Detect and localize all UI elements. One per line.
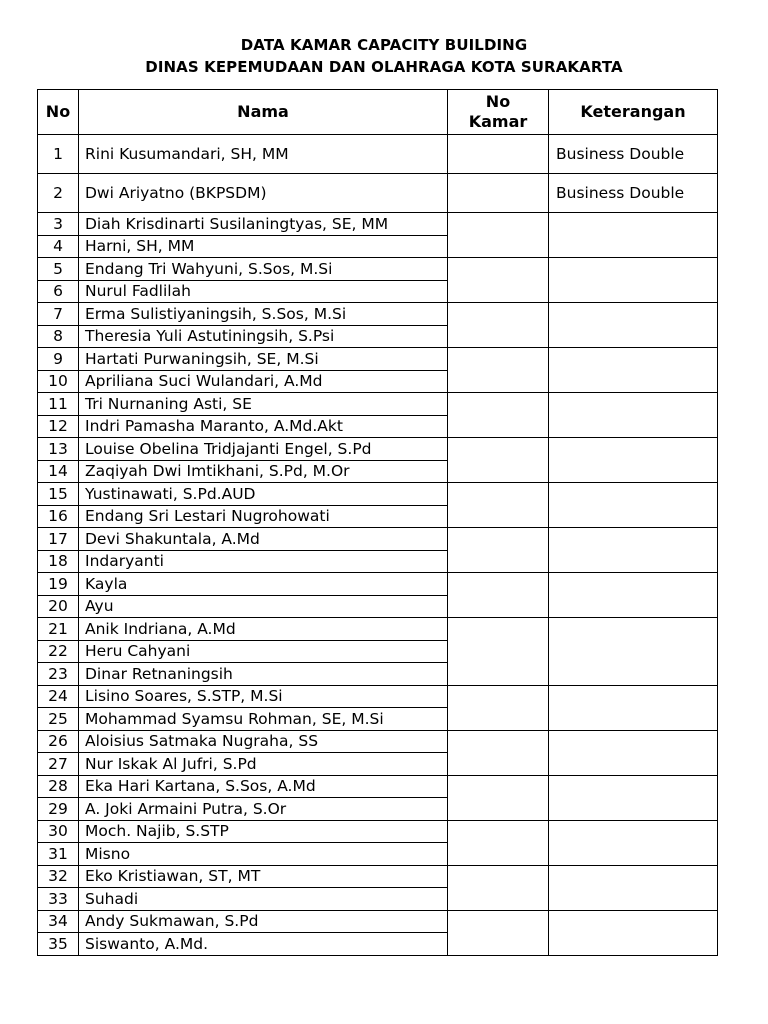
row-number: 29 xyxy=(38,798,79,821)
table-row xyxy=(38,865,718,888)
table-row xyxy=(38,528,718,551)
header-no: No xyxy=(38,90,79,135)
row-name: Mohammad Syamsu Rohman, SE, M.Si xyxy=(79,708,448,731)
row-name: Moch. Najib, S.STP xyxy=(79,820,448,843)
row-name: Indri Pamasha Maranto, A.Md.Akt xyxy=(79,415,448,438)
row-number: 35 xyxy=(38,933,79,956)
row-number: 17 xyxy=(38,528,79,551)
row-remarks xyxy=(549,820,718,865)
row-name: Dwi Ariyatno (BKPSDM) xyxy=(79,174,448,213)
table-body xyxy=(38,135,718,956)
row-room-number xyxy=(448,730,549,775)
row-name: Tri Nurnaning Asti, SE xyxy=(79,393,448,416)
row-room-number xyxy=(448,303,549,348)
row-number: 16 xyxy=(38,505,79,528)
row-name: Louise Obelina Tridjajanti Engel, S.Pd xyxy=(79,438,448,461)
row-number: 32 xyxy=(38,865,79,888)
row-name: Devi Shakuntala, A.Md xyxy=(79,528,448,551)
table-row xyxy=(38,393,718,416)
row-room-number xyxy=(448,438,549,483)
header-nama: Nama xyxy=(79,90,448,135)
row-name: Suhadi xyxy=(79,888,448,911)
room-table xyxy=(37,89,718,956)
row-name: Rini Kusumandari, SH, MM xyxy=(79,135,448,174)
row-name: Misno xyxy=(79,843,448,866)
row-number: 25 xyxy=(38,708,79,731)
row-name: Yustinawati, S.Pd.AUD xyxy=(79,483,448,506)
row-room-number xyxy=(448,348,549,393)
row-number: 18 xyxy=(38,550,79,573)
row-number: 22 xyxy=(38,640,79,663)
row-number: 14 xyxy=(38,460,79,483)
row-number: 20 xyxy=(38,595,79,618)
row-name: Nurul Fadlilah xyxy=(79,280,448,303)
row-room-number xyxy=(448,910,549,955)
table-row xyxy=(38,174,718,213)
row-number: 2 xyxy=(38,174,79,213)
row-room-number xyxy=(448,483,549,528)
table-row xyxy=(38,483,718,506)
row-room-number xyxy=(448,685,549,730)
row-number: 30 xyxy=(38,820,79,843)
row-name: Apriliana Suci Wulandari, A.Md xyxy=(79,370,448,393)
row-name: Nur Iskak Al Jufri, S.Pd xyxy=(79,753,448,776)
row-number: 34 xyxy=(38,910,79,933)
row-room-number xyxy=(448,618,549,686)
row-number: 26 xyxy=(38,730,79,753)
table-row xyxy=(38,258,718,281)
row-number: 9 xyxy=(38,348,79,371)
row-number: 10 xyxy=(38,370,79,393)
row-name: Eka Hari Kartana, S.Sos, A.Md xyxy=(79,775,448,798)
row-name: Ayu xyxy=(79,595,448,618)
row-remarks xyxy=(549,303,718,348)
table-row xyxy=(38,910,718,933)
table-header-row xyxy=(38,90,718,135)
row-remarks: Business Double xyxy=(549,135,718,174)
row-number: 13 xyxy=(38,438,79,461)
row-name: Dinar Retnaningsih xyxy=(79,663,448,686)
row-name: Kayla xyxy=(79,573,448,596)
row-remarks xyxy=(549,775,718,820)
table-row xyxy=(38,303,718,326)
row-number: 6 xyxy=(38,280,79,303)
row-name: Endang Tri Wahyuni, S.Sos, M.Si xyxy=(79,258,448,281)
row-name: Diah Krisdinarti Susilaningtyas, SE, MM xyxy=(79,213,448,236)
header-no-kamar xyxy=(448,90,549,135)
row-number: 7 xyxy=(38,303,79,326)
row-room-number xyxy=(448,775,549,820)
row-number: 3 xyxy=(38,213,79,236)
row-room-number xyxy=(448,573,549,618)
table-row xyxy=(38,213,718,236)
row-name: A. Joki Armaini Putra, S.Or xyxy=(79,798,448,821)
row-name: Aloisius Satmaka Nugraha, SS xyxy=(79,730,448,753)
row-room-number xyxy=(448,135,549,174)
row-room-number xyxy=(448,258,549,303)
document-title: DATA KAMAR CAPACITY BUILDING xyxy=(240,36,528,54)
row-name: Indaryanti xyxy=(79,550,448,573)
row-room-number xyxy=(448,865,549,910)
row-number: 19 xyxy=(38,573,79,596)
table-row xyxy=(38,438,718,461)
row-name: Eko Kristiawan, ST, MT xyxy=(79,865,448,888)
row-remarks xyxy=(549,910,718,955)
row-number: 15 xyxy=(38,483,79,506)
row-remarks xyxy=(549,483,718,528)
table-row xyxy=(38,730,718,753)
row-remarks xyxy=(549,438,718,483)
header-keterangan: Keterangan xyxy=(549,90,718,135)
table-row xyxy=(38,820,718,843)
row-remarks xyxy=(549,730,718,775)
row-name: Erma Sulistiyaningsih, S.Sos, M.Si xyxy=(79,303,448,326)
row-name: Andy Sukmawan, S.Pd xyxy=(79,910,448,933)
row-number: 31 xyxy=(38,843,79,866)
row-remarks xyxy=(549,258,718,303)
row-name: Hartati Purwaningsih, SE, M.Si xyxy=(79,348,448,371)
row-room-number xyxy=(448,820,549,865)
row-number: 28 xyxy=(38,775,79,798)
row-remarks xyxy=(549,348,718,393)
row-number: 23 xyxy=(38,663,79,686)
row-name: Anik Indriana, A.Md xyxy=(79,618,448,641)
row-remarks xyxy=(549,213,718,258)
row-remarks xyxy=(549,393,718,438)
table-row xyxy=(38,618,718,641)
row-number: 21 xyxy=(38,618,79,641)
row-remarks xyxy=(549,618,718,686)
row-name: Heru Cahyani xyxy=(79,640,448,663)
row-number: 8 xyxy=(38,325,79,348)
table-row xyxy=(38,348,718,371)
header-no-kamar-label: No Kamar xyxy=(468,92,528,131)
table-row xyxy=(38,775,718,798)
row-number: 1 xyxy=(38,135,79,174)
row-remarks xyxy=(549,865,718,910)
row-room-number xyxy=(448,528,549,573)
row-remarks: Business Double xyxy=(549,174,718,213)
row-name: Zaqiyah Dwi Imtikhani, S.Pd, M.Or xyxy=(79,460,448,483)
row-name: Siswanto, A.Md. xyxy=(79,933,448,956)
row-remarks xyxy=(549,573,718,618)
row-number: 24 xyxy=(38,685,79,708)
row-number: 11 xyxy=(38,393,79,416)
row-room-number xyxy=(448,213,549,258)
row-remarks xyxy=(549,685,718,730)
row-room-number xyxy=(448,174,549,213)
table-row xyxy=(38,685,718,708)
row-number: 12 xyxy=(38,415,79,438)
table-row xyxy=(38,573,718,596)
table-row xyxy=(38,135,718,174)
row-name: Endang Sri Lestari Nugrohowati xyxy=(79,505,448,528)
row-number: 27 xyxy=(38,753,79,776)
row-name: Theresia Yuli Astutiningsih, S.Psi xyxy=(79,325,448,348)
row-remarks xyxy=(549,528,718,573)
row-number: 33 xyxy=(38,888,79,911)
document-subtitle: DINAS KEPEMUDAAN DAN OLAHRAGA KOTA SURAKARTA xyxy=(145,58,623,76)
row-number: 4 xyxy=(38,235,79,258)
row-name: Lisino Soares, S.STP, M.Si xyxy=(79,685,448,708)
row-number: 5 xyxy=(38,258,79,281)
row-name: Harni, SH, MM xyxy=(79,235,448,258)
row-room-number xyxy=(448,393,549,438)
